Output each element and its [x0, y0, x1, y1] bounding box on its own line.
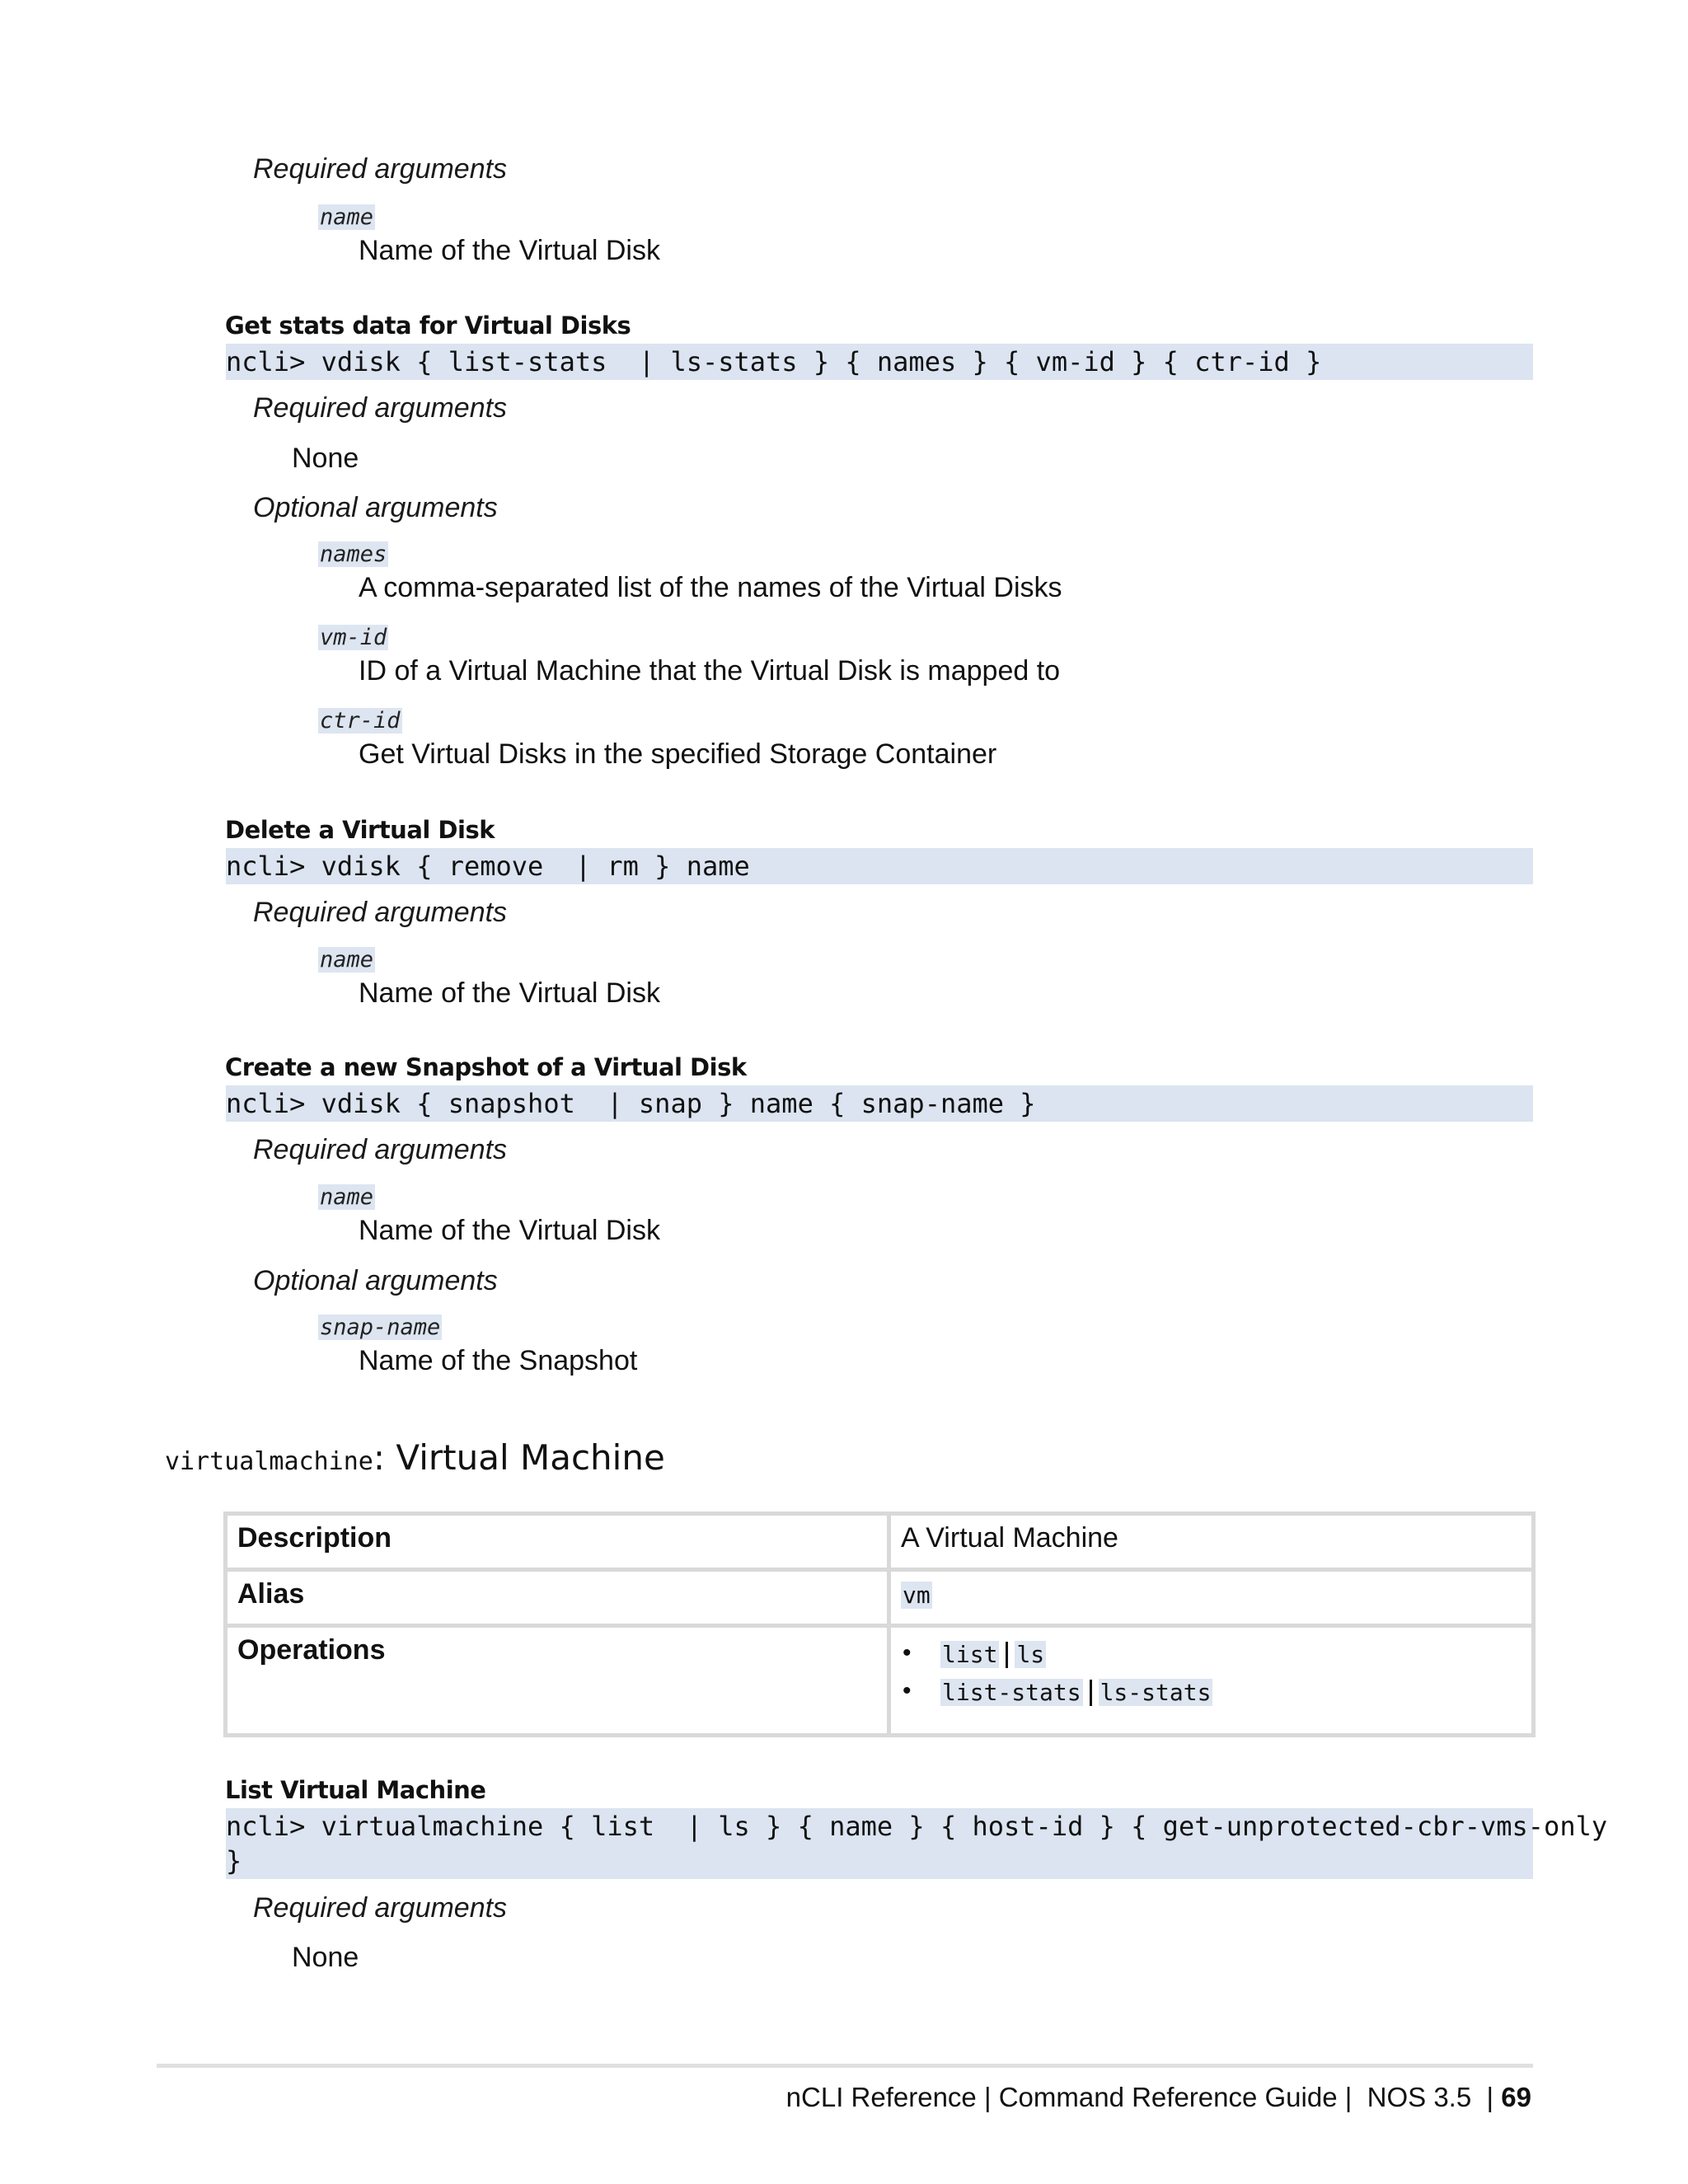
required-arguments-label: Required arguments: [253, 392, 508, 424]
required-arguments-value: None: [292, 1942, 359, 1973]
table-value-operations: [889, 1626, 1534, 1736]
argument-name: ctr-id: [320, 708, 401, 733]
argument-description: Name of the Virtual Disk: [359, 1215, 660, 1246]
list-item: • list-stats ls-stats: [903, 1677, 1212, 1706]
argument-name: vm-id: [320, 625, 387, 650]
required-arguments-label: Required arguments: [253, 1134, 508, 1165]
argument-name: name: [320, 1184, 374, 1210]
argument-name: name: [320, 204, 374, 230]
argument-description: A comma-separated list of the names of the Virtual Disks: [359, 572, 1062, 603]
table-key-alias: Alias: [226, 1570, 889, 1626]
required-arguments-label: Required arguments: [253, 1892, 508, 1924]
command-list-stats: ncli> vdisk { list-stats | ls-stats } { names } { vm-id } { ctr-id }: [226, 346, 1322, 377]
table-value-description: A Virtual Machine: [889, 1514, 1534, 1570]
section-heading-list-stats: Get stats data for Virtual Disks: [225, 312, 631, 340]
list-item: • list ls: [903, 1639, 1045, 1668]
required-arguments-label: Required arguments: [253, 897, 508, 928]
footer-divider: [157, 2064, 1533, 2068]
command-vm-list-line-2: }: [226, 1845, 242, 1877]
argument-name: name: [320, 947, 374, 972]
section-heading-vm-list: List Virtual Machine: [225, 1776, 486, 1804]
section-heading-snapshot: Create a new Snapshot of a Virtual Disk: [225, 1053, 747, 1081]
page-footer: nCLI Reference | Command Reference Guide | NOS 3.5 | 69: [785, 2082, 1531, 2112]
optional-arguments-label: Optional arguments: [253, 1265, 498, 1296]
entity-table: [223, 1511, 1536, 1737]
section-heading-remove: Delete a Virtual Disk: [225, 816, 495, 844]
argument-name: names: [320, 541, 387, 567]
argument-description: Name of the Virtual Disk: [359, 235, 660, 266]
table-key-description: Description: [226, 1514, 889, 1570]
required-arguments-value: None: [292, 443, 359, 474]
command-vm-list-line-1: ncli> virtualmachine { list | ls } { name } { host-id } { get-unprotected-cbr-vms-only: [226, 1811, 1608, 1842]
argument-name: snap-name: [320, 1315, 441, 1340]
command-snapshot: ncli> vdisk { snapshot | snap } name { snap-name }: [226, 1088, 1036, 1119]
table-value-alias: vm: [889, 1570, 1534, 1626]
argument-description: Get Virtual Disks in the specified Storage Container: [359, 738, 997, 770]
optional-arguments-label: Optional arguments: [253, 492, 498, 523]
section-title-virtualmachine: virtualmachine: Virtual Machine: [165, 1437, 665, 1478]
required-arguments-label: Required arguments: [253, 153, 508, 185]
table-key-operations: Operations: [226, 1626, 889, 1736]
argument-description: Name of the Virtual Disk: [359, 977, 660, 1009]
page-number: 69: [1501, 2082, 1531, 2112]
command-remove: ncli> vdisk { remove | rm } name: [226, 851, 750, 882]
argument-description: ID of a Virtual Machine that the Virtual Disk is mapped to: [359, 655, 1061, 687]
argument-description: Name of the Snapshot: [359, 1345, 638, 1376]
